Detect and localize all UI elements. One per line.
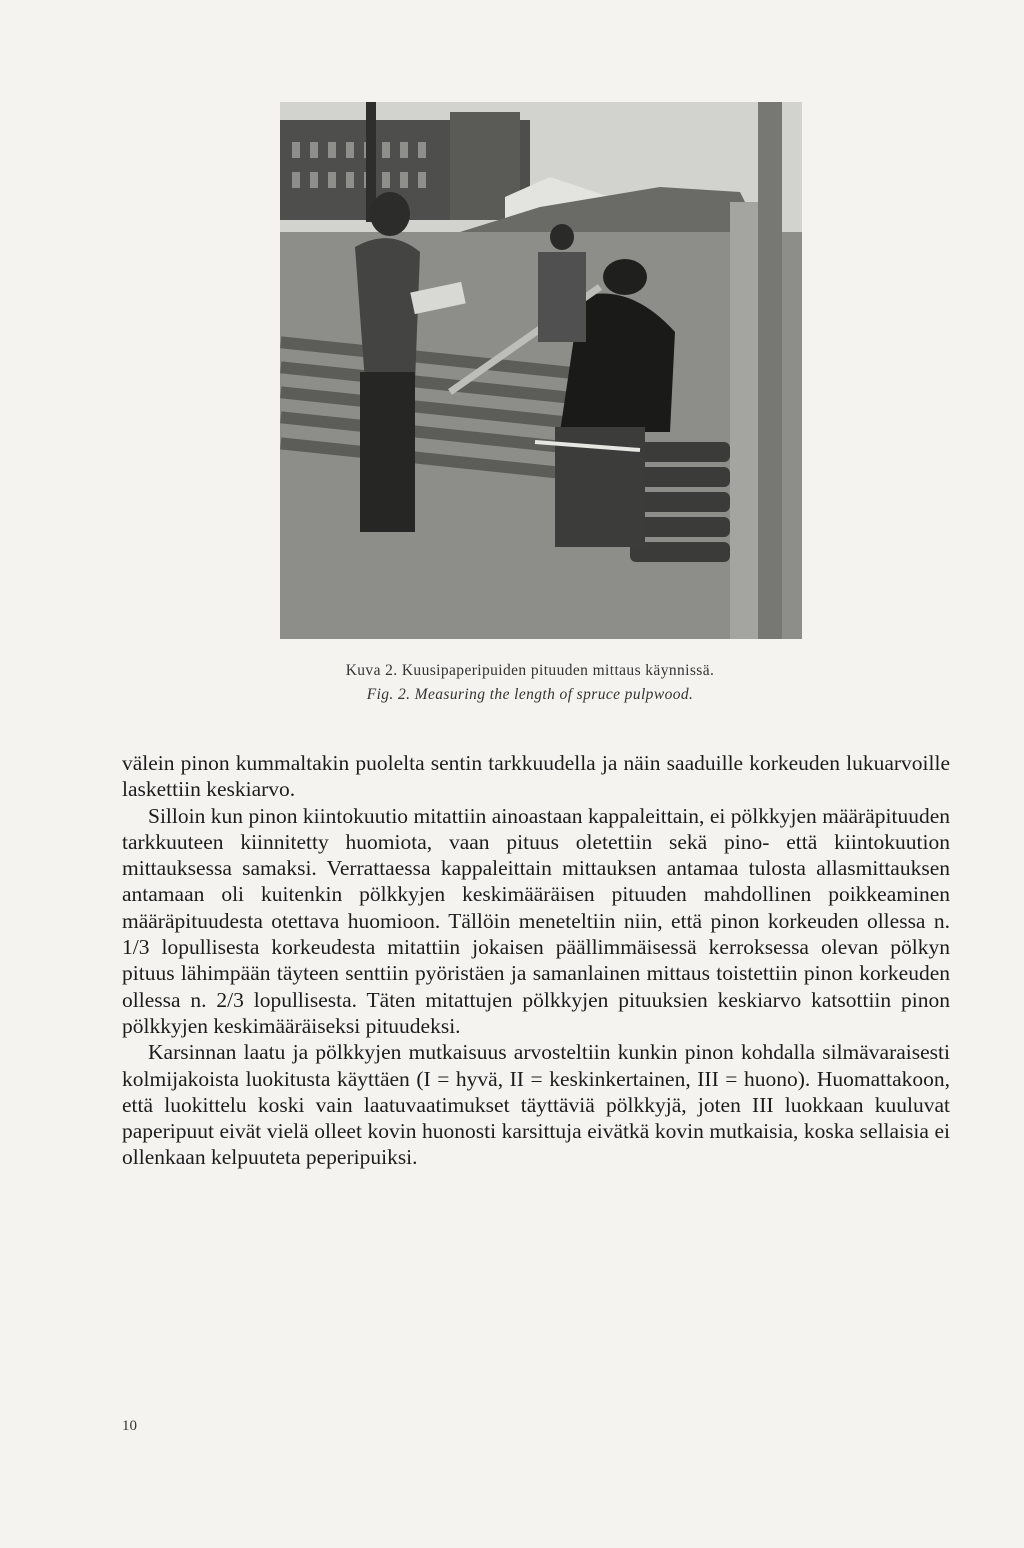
paragraph: Silloin kun pinon kiintokuutio mitattiin ainoastaan kappaleittain, ei pölkkyjen määräpituuden tarkkuuteen kiinnitetty huomiota, vaan pituus oletettiin sekä pino- että kiintokuution mittauksessa samaksi. Verrattaessa kappaleittain mittauksen antamaa tulosta allasmittauksen antamaan oli kuitenkin pölkkyjen keskimääräisen pituuden mahdollinen poikkeaminen määräpituudesta otettava huomioon. Tällöin meneteltiin niin, että pinon korkeuden ollessa n. 1/3 lopullisesta korkeudesta mitattiin jokaisen päällimmäisessä kerroksessa olevan pölkyn pituus lähimpään täyteen senttiin pyöristäen ja samanlainen mittaus toistettiin pinon korkeuden ollessa n. 2/3 lopullisesta. Täten mitattujen pölkkyjen pituuksien keskiarvo katsottiin pinon pölkkyjen keskimääräiseksi pituudeksi. — [122, 803, 950, 1038]
photo-illustration — [280, 102, 802, 639]
figure-caption-finnish: Kuva 2. Kuusipaperipuiden pituuden mittaus käynnissä. — [345, 662, 715, 679]
body-text — [122, 750, 950, 1171]
paragraph: välein pinon kummaltakin puolelta sentin tarkkuudella ja näin saaduille korkeuden lukuarvoille laskettiin keskiarvo. — [122, 751, 950, 802]
paragraph: Karsinnan laatu ja pölkkyjen mutkaisuus arvosteltiin kunkin pinon kohdalla silmävaraisesti kolmijakoista luokitusta käyttäen (I = hyvä, II = keskinkertainen, III = huono). Huomattakoon, että luokittelu koski vain laatuvaatimukset täyttäviä pölkkyjä, joten III luokkaan kuuluvat paperipuut eivät vielä olleet kovin huonosti karsittuja eivätkä kovin mutkaisia, koska sellaisia ei ollenkaan kelpuuteta peperipuiksi. — [122, 1040, 950, 1170]
figure-photo — [280, 102, 802, 639]
page-number: 10 — [122, 1418, 137, 1434]
figure-caption-english: Fig. 2. Measuring the length of spruce pulpwood. — [366, 686, 694, 703]
